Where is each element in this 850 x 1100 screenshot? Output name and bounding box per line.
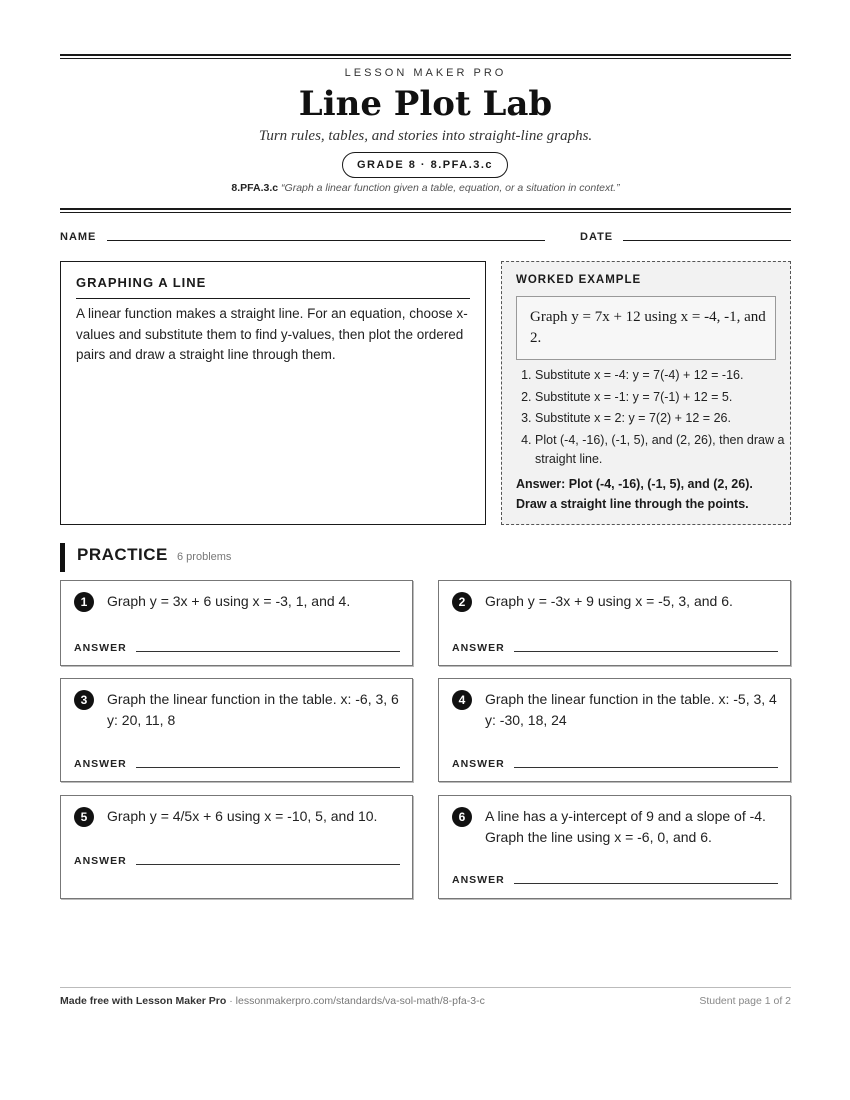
concept-box bbox=[60, 261, 486, 525]
name-label: NAME bbox=[60, 231, 97, 243]
header-bottom-rule bbox=[60, 208, 791, 213]
problem-number-badge: 6 bbox=[452, 807, 472, 827]
date-field[interactable] bbox=[623, 240, 791, 241]
problem-text: Graph the linear function in the table. x: -5, 3, 4 y: -30, 18, 24 bbox=[485, 691, 777, 728]
answer-label: ANSWER bbox=[74, 642, 127, 654]
problem-text: Graph y = -3x + 9 using x = -5, 3, and 6. bbox=[485, 593, 733, 609]
footer-made-with: Made free with Lesson Maker Pro bbox=[60, 995, 227, 1007]
concept-body: A linear function makes a straight line. For an equation, choose x-values and substitute them to find y-values, then plot the ordered pairs and draw a straight line through them. bbox=[76, 306, 468, 362]
problem-text: Graph y = 3x + 6 using x = -3, 1, and 4. bbox=[107, 593, 351, 609]
problem-number-badge: 2 bbox=[452, 592, 472, 612]
footer-page-number: Student page 1 of 2 bbox=[699, 995, 791, 1007]
standard-line bbox=[60, 182, 791, 194]
footer-rule bbox=[60, 987, 791, 988]
date-label: DATE bbox=[580, 231, 614, 243]
practice-heading: PRACTICE bbox=[77, 545, 168, 564]
worked-example-box bbox=[501, 261, 791, 525]
concept-heading-rule bbox=[76, 298, 470, 299]
page-title: Line Plot Lab bbox=[298, 84, 553, 124]
problem-text: A line has a y-intercept of 9 and a slope of -4. Graph the line using x = -6, 0, and 6. bbox=[485, 808, 766, 845]
answer-line[interactable] bbox=[514, 883, 778, 884]
problem-text: Graph the linear function in the table. x: -6, 3, 6 y: 20, 11, 8 bbox=[107, 691, 399, 728]
problem-number-badge: 1 bbox=[74, 592, 94, 612]
standard-code: 8.PFA.3.c bbox=[231, 182, 279, 194]
footer-url: · lessonmakerpro.com/standards/va-sol-math/8-pfa-3-c bbox=[226, 995, 485, 1007]
answer-line[interactable] bbox=[136, 767, 400, 768]
answer-line[interactable] bbox=[136, 651, 400, 652]
grade-badge: GRADE 8 · 8.PFA.3.c bbox=[342, 152, 508, 178]
page-subtitle: Turn rules, tables, and stories into straight-line graphs. bbox=[258, 128, 593, 144]
answer-label: ANSWER bbox=[452, 758, 505, 770]
header-top-rule bbox=[60, 54, 791, 59]
problem-card-5 bbox=[60, 795, 413, 899]
problem-card-4 bbox=[438, 678, 791, 782]
problem-card-3 bbox=[60, 678, 413, 782]
problem-text: Graph y = 4/5x + 6 using x = -10, 5, and 10. bbox=[107, 808, 378, 824]
worked-step: 4. Plot (-4, -16), (-1, 5), and (2, 26), then draw a straight line. bbox=[535, 431, 797, 470]
answer-label: ANSWER bbox=[452, 874, 505, 886]
worked-step: 3. Substitute x = 2: y = 7(2) + 12 = 26. bbox=[535, 409, 797, 429]
practice-count: 6 problems bbox=[177, 551, 232, 563]
worked-example-problem bbox=[516, 296, 776, 360]
worked-example-answer: Answer: Plot (-4, -16), (-1, 5), and (2, 26). Draw a straight line through the points. bbox=[516, 477, 753, 511]
footer-credit bbox=[60, 995, 485, 1007]
worked-example-steps bbox=[516, 366, 797, 472]
problem-card-6 bbox=[438, 795, 791, 899]
answer-label: ANSWER bbox=[452, 642, 505, 654]
problem-number-badge: 5 bbox=[74, 807, 94, 827]
answer-label: ANSWER bbox=[74, 855, 127, 867]
worked-step: 1. Substitute x = -4: y = 7(-4) + 12 = -16. bbox=[535, 366, 797, 386]
brand-name: LESSON MAKER PRO bbox=[344, 67, 507, 79]
practice-accent-bar bbox=[60, 543, 65, 572]
worked-step: 2. Substitute x = -1: y = 7(-1) + 12 = 5. bbox=[535, 388, 797, 408]
problem-number-badge: 4 bbox=[452, 690, 472, 710]
name-field[interactable] bbox=[107, 240, 545, 241]
answer-label: ANSWER bbox=[74, 758, 127, 770]
problem-number-badge: 3 bbox=[74, 690, 94, 710]
worked-example-problem-text: Graph y = 7x + 12 using x = -4, -1, and 2. bbox=[530, 309, 766, 346]
standard-text: “Graph a linear function given a table, equation, or a situation in context.” bbox=[281, 182, 620, 194]
worked-example-heading: WORKED EXAMPLE bbox=[516, 274, 642, 286]
problem-card-1 bbox=[60, 580, 413, 666]
answer-line[interactable] bbox=[514, 767, 778, 768]
answer-line[interactable] bbox=[136, 864, 400, 865]
problem-card-2 bbox=[438, 580, 791, 666]
answer-line[interactable] bbox=[514, 651, 778, 652]
concept-heading: GRAPHING A LINE bbox=[76, 275, 207, 290]
